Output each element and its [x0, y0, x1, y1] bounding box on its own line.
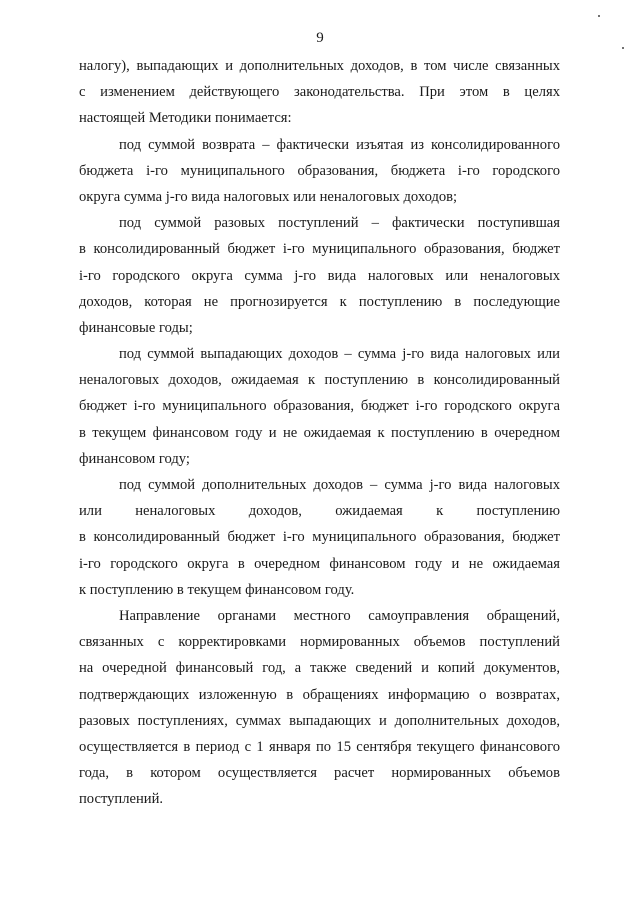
text-line: года, в котором осуществляется расчет нормированных объемов [79, 765, 560, 782]
text-line: настоящей Методики понимается: [79, 110, 292, 127]
text-line: округа сумма j-го вида налоговых или неналоговых доходов; [79, 188, 458, 205]
text-line: с изменением действующего законодательства. При этом в целях [79, 84, 560, 101]
text-line: в консолидированный бюджет i-го муниципального образования, бюджет [79, 241, 560, 258]
text-line: доходов, которая не прогнозируется к поступлению в последующие [79, 293, 560, 310]
text-line: финансовые годы; [79, 319, 193, 336]
scan-speck [622, 47, 624, 49]
text-line: подтверждающих изложенную в обращениях информацию о возвратах, [79, 686, 560, 703]
text-line: под суммой выпадающих доходов – сумма j-го вида налоговых или [119, 346, 560, 363]
text-line: на очередной финансовый год, а также сведений и копий документов, [79, 660, 560, 677]
text-line: в текущем финансовом году и не ожидаемая к поступлению в очередном [79, 424, 560, 441]
text-line: финансовом году; [79, 450, 190, 467]
text-line: или неналоговых доходов, ожидаемая к поступлению [79, 503, 560, 520]
text-line: бюджет i-го муниципального образования, бюджет i-го городского округа [79, 398, 560, 415]
text-line: разовых поступлениях, суммах выпадающих и дополнительных доходов, [79, 712, 560, 729]
text-line: к поступлению в текущем финансовом году. [79, 581, 355, 598]
text-line: бюджета i-го муниципального образования, бюджета i-го городского [79, 162, 560, 179]
text-line: i-го городского округа в очередном финансовом году и не ожидаемая [79, 555, 560, 572]
page-number: 9 [316, 30, 324, 46]
text-line: связанных с корректировками нормированных объемов поступлений [79, 634, 560, 651]
body-text [79, 53, 560, 812]
text-line: осуществляется в период с 1 января по 15 сентября текущего финансового [79, 738, 560, 755]
text-line: налогу), выпадающих и дополнительных доходов, в том числе связанных [79, 58, 560, 74]
text-line: в консолидированный бюджет i-го муниципального образования, бюджет [79, 529, 560, 546]
text-line: под суммой дополнительных доходов – сумма j-го вида налоговых [119, 477, 560, 493]
text-line: i-го городского округа сумма j-го вида налоговых или неналоговых [79, 267, 560, 284]
text-line: неналоговых доходов, ожидаемая к поступлению в консолидированный [79, 372, 560, 389]
text-line: поступлений. [79, 791, 164, 808]
text-line: Направление органами местного самоуправления обращений, [119, 607, 560, 624]
text-line: под суммой возврата – фактически изъятая из консолидированного [119, 136, 560, 153]
scan-speck [598, 15, 600, 17]
text-line: под суммой разовых поступлений – фактически поступившая [119, 215, 560, 232]
